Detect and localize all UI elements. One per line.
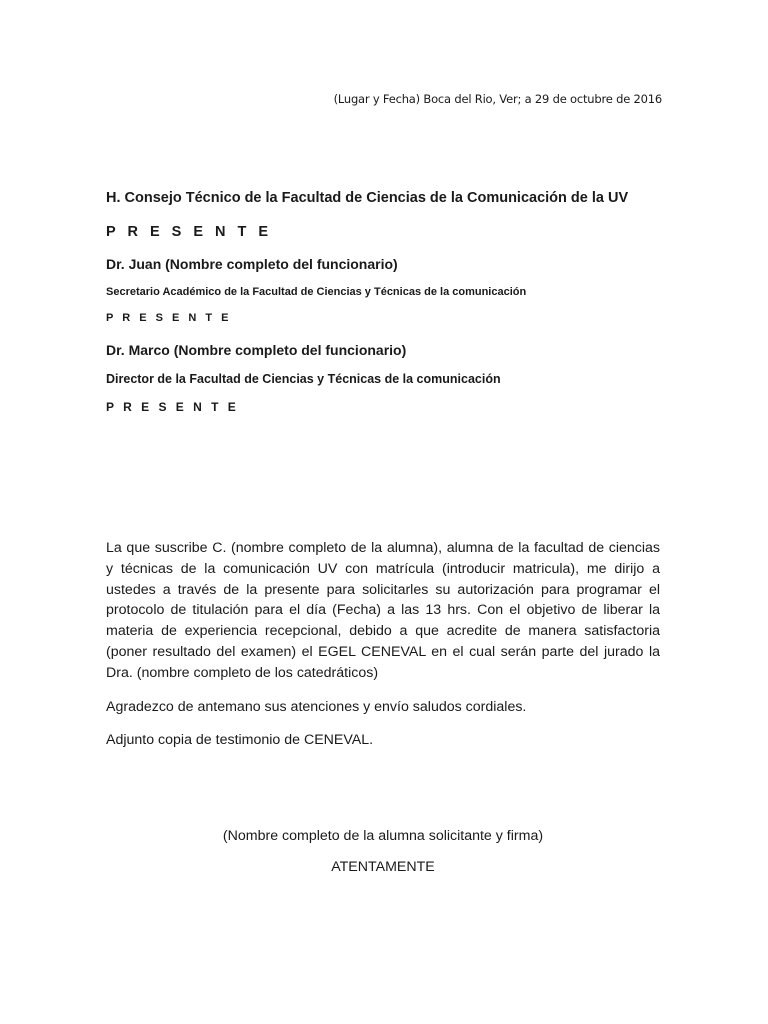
closing-block [106, 828, 660, 890]
presente-heading-1: P R E S E N T E [106, 224, 273, 240]
letter-body [106, 538, 660, 764]
official-1-name: Dr. Juan (Nombre completo del funcionario) [106, 256, 398, 272]
official-2-title: Director de la Facultad de Ciencias y Técnicas de la comunicación [106, 372, 501, 386]
request-paragraph: La que suscribe C. (nombre completo de la alumna), alumna de la facultad de ciencias y técnicas de la comunicación UV con matrícula (introducir matricula), me dirijo a ustedes a través de la presente para solicitarles su autorización para programar el protocolo de titulación para el día (Fecha) a las 13 hrs. Con el objetivo de liberar la materia de experiencia recepcional, debido a que acredite de manera satisfactoria (poner resultado del examen) el EGEL CENEVAL en el cual serán parte del jurado la Dra. (nombre completo de los catedráticos) [106, 540, 660, 681]
recipients-block [106, 190, 666, 414]
thanks-paragraph: Agradezco de antemano sus atenciones y envío saludos cordiales. [106, 698, 527, 715]
official-2-name: Dr. Marco (Nombre completo del funcionario) [106, 342, 407, 358]
place-date-line: (Lugar y Fecha) Boca del Rio, Ver; a 29 de octubre de 2016 [333, 92, 662, 106]
presente-heading-3: P R E S E N T E [106, 400, 239, 414]
council-recipient: H. Consejo Técnico de la Facultad de Ciencias de la Comunicación de la UV [106, 190, 629, 206]
presente-heading-2: P R E S E N T E [106, 312, 232, 324]
sign-off: ATENTAMENTE [331, 859, 435, 875]
signature-line: (Nombre completo de la alumna solicitante y firma) [222, 828, 544, 844]
official-1-title: Secretario Académico de la Facultad de Ciencias y Técnicas de la comunicación [106, 286, 527, 298]
attachment-paragraph: Adjunto copia de testimonio de CENEVAL. [106, 732, 374, 749]
